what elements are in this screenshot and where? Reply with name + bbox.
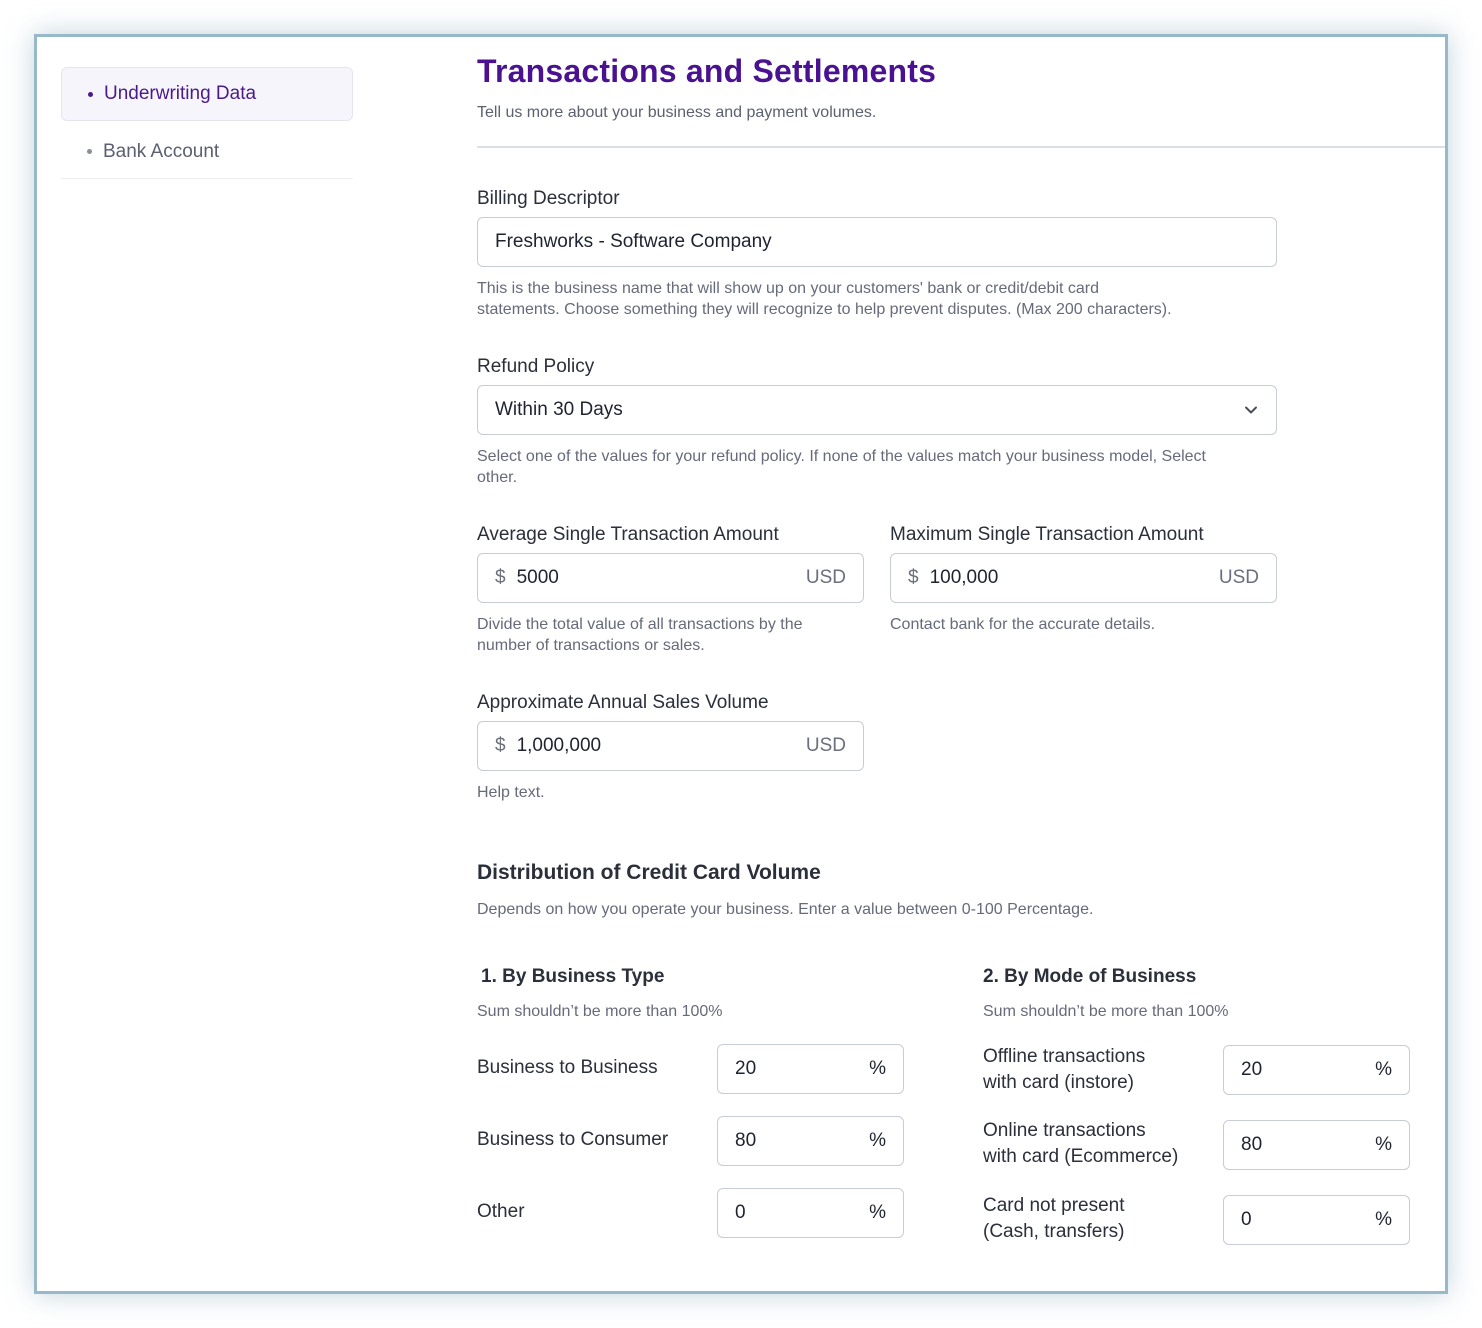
annual-sales-label: Approximate Annual Sales Volume <box>477 692 769 713</box>
percent-value: 80 <box>735 1130 757 1151</box>
currency-prefix: $ <box>495 735 506 756</box>
help-text-line: Select one of the values for your refund policy. If none of the values match your business model, Select <box>477 448 1206 465</box>
max-transaction-input[interactable] <box>890 553 1277 603</box>
avg-transaction-label: Average Single Transaction Amount <box>477 524 779 545</box>
mode-label-line: with card (instore) <box>983 1072 1134 1093</box>
percent-value: 20 <box>735 1058 757 1079</box>
percent-icon: % <box>1375 1134 1392 1155</box>
app-frame <box>34 34 1448 1294</box>
avg-transaction-value: 5000 <box>516 567 559 588</box>
refund-policy-help <box>477 446 1297 488</box>
bullet-icon <box>88 92 93 97</box>
header-divider <box>477 146 1448 148</box>
sidebar-item-label: Bank Account <box>103 140 220 162</box>
refund-policy-label: Refund Policy <box>477 356 595 377</box>
mode-label-line: Card not present <box>983 1195 1125 1216</box>
help-text-line: number of transactions or sales. <box>477 637 705 654</box>
billing-descriptor-input[interactable] <box>477 217 1277 267</box>
online-percent-input[interactable] <box>1223 1120 1410 1170</box>
mode-label-line: (Cash, transfers) <box>983 1221 1125 1242</box>
refund-policy-value: Within 30 Days <box>495 399 623 420</box>
by-mode-title: 2. By Mode of Business <box>983 966 1197 987</box>
business-type-label: Other <box>477 1201 525 1222</box>
mode-label-line: with card (Ecommerce) <box>983 1146 1179 1167</box>
help-text-line: statements. Choose something they will recognize to help prevent disputes. (Max 200 characters). <box>477 301 1172 318</box>
percent-value: 80 <box>1241 1134 1263 1155</box>
bullet-icon <box>87 149 92 154</box>
currency-suffix: USD <box>805 567 846 588</box>
max-transaction-value: 100,000 <box>929 567 999 588</box>
percent-icon: % <box>1375 1209 1392 1230</box>
main-content <box>477 53 1445 148</box>
chevron-down-icon[interactable] <box>1243 402 1259 418</box>
mode-label <box>983 1118 1178 1170</box>
avg-transaction-help <box>477 614 867 656</box>
b2b-percent-input[interactable] <box>717 1044 904 1094</box>
mode-label-line: Online transactions <box>983 1120 1146 1141</box>
offline-percent-input[interactable] <box>1223 1045 1410 1095</box>
b2c-percent-input[interactable] <box>717 1116 904 1166</box>
by-business-type-title: 1. By Business Type <box>481 966 665 987</box>
currency-suffix: USD <box>1218 567 1259 588</box>
percent-icon: % <box>1375 1059 1392 1080</box>
distribution-subtitle: Depends on how you operate your business. Enter a value between 0-100 Percentage. <box>477 901 1094 918</box>
percent-value: 0 <box>1241 1209 1252 1230</box>
avg-transaction-input[interactable] <box>477 553 864 603</box>
refund-policy-select[interactable] <box>477 385 1277 435</box>
business-type-label: Business to Business <box>477 1057 658 1078</box>
help-text-line: Divide the total value of all transactions by the <box>477 616 803 633</box>
mode-label <box>983 1193 1125 1245</box>
mode-label-line: Offline transactions <box>983 1046 1146 1067</box>
billing-descriptor-value: Freshworks - Software Company <box>495 231 772 252</box>
card-not-present-percent-input[interactable] <box>1223 1195 1410 1245</box>
sidebar-nav <box>61 67 353 179</box>
page-title: Transactions and Settlements <box>477 53 937 89</box>
other-percent-input[interactable] <box>717 1188 904 1238</box>
distribution-title: Distribution of Credit Card Volume <box>477 861 821 884</box>
billing-descriptor-label: Billing Descriptor <box>477 188 620 209</box>
billing-descriptor-help <box>477 278 1297 320</box>
percent-value: 20 <box>1241 1059 1263 1080</box>
currency-suffix: USD <box>805 735 846 756</box>
help-text-line: other. <box>477 469 518 486</box>
max-transaction-help: Contact bank for the accurate details. <box>890 616 1156 633</box>
annual-sales-input[interactable] <box>477 721 864 771</box>
business-type-label: Business to Consumer <box>477 1129 669 1150</box>
annual-sales-value: 1,000,000 <box>516 735 602 756</box>
percent-value: 0 <box>735 1202 746 1223</box>
sidebar-item-bank-account[interactable] <box>61 125 353 179</box>
percent-icon: % <box>869 1202 886 1223</box>
mode-label <box>983 1044 1145 1096</box>
sidebar-item-underwriting-data[interactable] <box>61 67 353 121</box>
percent-icon: % <box>869 1058 886 1079</box>
annual-sales-help: Help text. <box>477 784 545 801</box>
percent-icon: % <box>869 1130 886 1151</box>
currency-prefix: $ <box>495 567 506 588</box>
currency-prefix: $ <box>908 567 919 588</box>
sidebar-item-label: Underwriting Data <box>104 83 257 104</box>
by-mode-hint: Sum shouldn’t be more than 100% <box>983 1003 1229 1020</box>
max-transaction-label: Maximum Single Transaction Amount <box>890 524 1204 545</box>
help-text-line: This is the business name that will show up on your customers' bank or credit/debit card <box>477 280 1100 297</box>
page-subtitle: Tell us more about your business and payment volumes. <box>477 104 877 121</box>
by-business-type-hint: Sum shouldn’t be more than 100% <box>477 1003 723 1020</box>
